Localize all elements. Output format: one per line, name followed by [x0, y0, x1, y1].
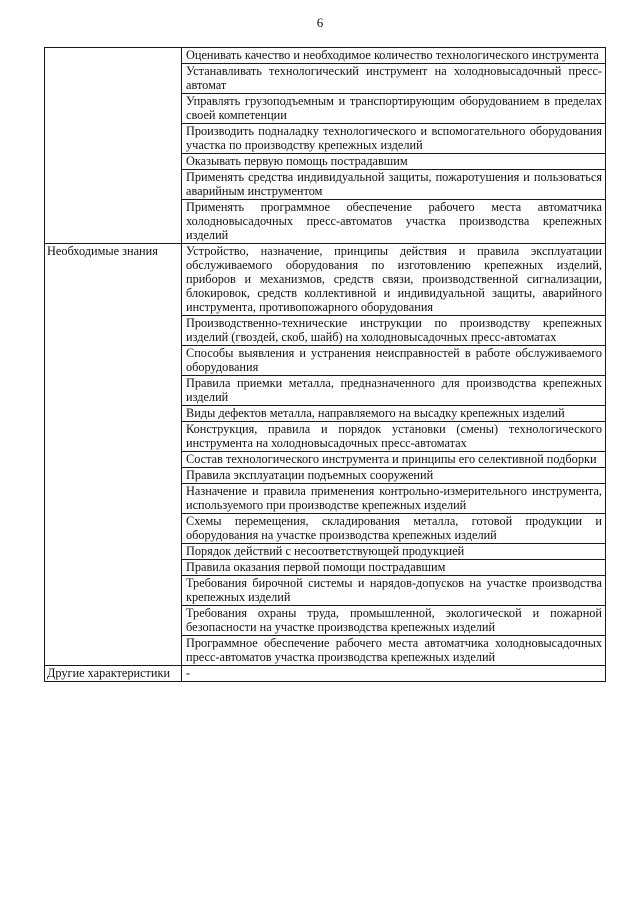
skill-item: Устанавливать технологический инструмент на холодновысадочный пресс-автомат — [182, 64, 606, 94]
page-number: 6 — [316, 15, 324, 30]
knowledge-item: Порядок действий с несоответствующей продукцией — [182, 544, 606, 560]
knowledge-item: Правила приемки металла, предназначенного для производства крепежных изделий — [182, 376, 606, 406]
other-characteristics-label: Другие характеристики — [45, 666, 182, 682]
knowledge-item: Назначение и правила применения контрольно-измерительного инструмента, используемого при производстве крепежных изделий — [182, 484, 606, 514]
skill-item: Оказывать первую помощь пострадавшим — [182, 154, 606, 170]
knowledge-item: Требования бирочной системы и нарядов-допусков на участке производства крепежных изделий — [182, 576, 606, 606]
skill-item: Оценивать качество и необходимое количество технологического инструмента — [182, 48, 606, 64]
knowledge-item: Устройство, назначение, принципы действия и правила эксплуатации обслуживаемого оборудования по изготовлению крепежных изделий, приборов и механизмов, средств связи, производственной сигнализации, блокировок, средств коллективной и индивидуальной защиты, аварийного инструмента, противопожарного оборудования — [182, 244, 606, 316]
knowledge-item: Производственно-технические инструкции по производству крепежных изделий (гвоздей, скоб, шайб) на холодновысадочных пресс-автоматах — [182, 316, 606, 346]
knowledge-item: Виды дефектов металла, направляемого на высадку крепежных изделий — [182, 406, 606, 422]
knowledge-item: Правила оказания первой помощи пострадавшим — [182, 560, 606, 576]
skill-item: Управлять грузоподъемным и транспортирующим оборудованием в пределах своей компетенции — [182, 94, 606, 124]
skill-item: Производить подналадку технологического и вспомогательного оборудования участка по производству крепежных изделий — [182, 124, 606, 154]
knowledge-item: Схемы перемещения, складирования металла, готовой продукции и оборудования на участке производства крепежных изделий — [182, 514, 606, 544]
knowledge-item: Способы выявления и устранения неисправностей в работе обслуживаемого оборудования — [182, 346, 606, 376]
knowledge-item: Правила эксплуатации подъемных сооружений — [182, 468, 606, 484]
knowledge-item: Состав технологического инструмента и принципы его селективной подборки — [182, 452, 606, 468]
knowledge-item: Программное обеспечение рабочего места автоматчика холодновысадочных пресс-автоматов участка производства крепежных изделий — [182, 636, 606, 666]
table-row — [45, 244, 606, 316]
knowledge-label: Необходимые знания — [45, 244, 182, 666]
skills-label-cell — [45, 48, 182, 244]
skill-item: Применять программное обеспечение рабочего места автоматчика холодновысадочных пресс-автоматов участка производства крепежных изделий — [182, 200, 606, 244]
knowledge-item: Конструкция, правила и порядок установки (смены) технологического инструмента на холодновысадочных пресс-автоматах — [182, 422, 606, 452]
competency-table — [44, 47, 606, 682]
knowledge-item: Требования охраны труда, промышленной, экологической и пожарной безопасности на участке производства крепежных изделий — [182, 606, 606, 636]
other-characteristics-value: - — [182, 666, 606, 682]
skill-item: Применять средства индивидуальной защиты, пожаротушения и пользоваться аварийным инструментом — [182, 170, 606, 200]
table-row — [45, 48, 606, 64]
table-row — [45, 666, 606, 682]
